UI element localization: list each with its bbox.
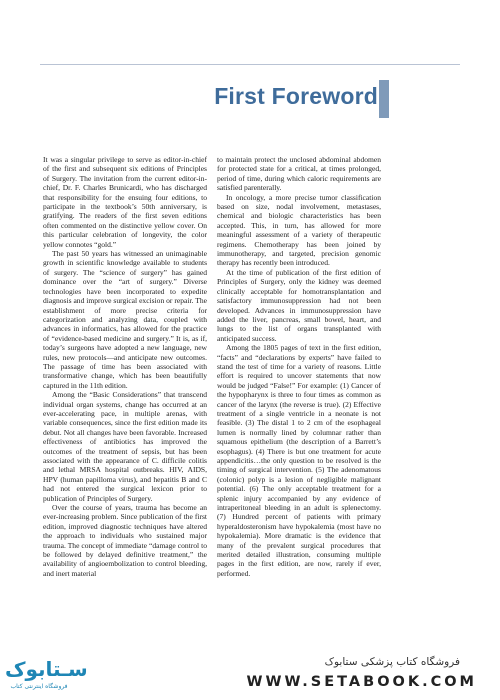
watermark-footer	[0, 650, 500, 700]
paragraph: Over the course of years, trauma has become an ever-increasing problem. Since publication of the first edition, improved diagnostic techniques have altered the approach to individuals who sustained major trauma. The concept of immediate “damage control to be followed by delayed definitive treatment,” the availability of angioembolization to control bleeding, and inert material	[43, 503, 207, 578]
logo-subtext: فروشگاه اینترنتی کتاب	[10, 683, 68, 690]
top-rule	[40, 64, 460, 65]
paragraph: Among the 1805 pages of text in the first edition, “facts” and “declarations by experts” have failed to stand the test of time for a variety of reasons. Little effort is required to uncover statements that now would be judged “False!” For example: (1) Cancer of the hypopharynx is three to four times as common as cancer of the larynx (the reverse is true). (2) Effective treatment of a single ventricle in a neonate is not feasible. (3) The distal 1 to 2 cm of the esophageal lumen is normally lined by columnar rather than squamous epithelium (the description of a Barrett’s esophagus). (4) There is but one treatment for acute appendicitis…the only question to be resolved is the timing of surgical intervention. (5) The adenomatous (colonic) polyp is a lesion of negligible malignant potential. (6) The only acceptable treatment for a splenic injury accompanied by any evidence of intraperitoneal bleeding in an adult is splenectomy. (7) Hundred percent of patients with primary hyperaldosteronism have hypokalemia (most have no hypokalemia). More dramatic is the evidence that many of the prevalent surgical procedures that merited detailed illustration, consuming multiple pages in the first edition, are now, rarely if ever, performed.	[217, 343, 381, 578]
paragraph: to maintain protect the unclosed abdominal abdomen for protected state for a critical, at times prolonged, period of time, during which caloric requirements are satisfied parenterally.	[217, 155, 381, 193]
paragraph: At the time of publication of the first edition of Principles of Surgery, only the kidney was deemed clinically acceptable for homotransplantation and satisfactory immunosuppression had not been developed. Advances in immunosuppression have added the liver, pancreas, small bowel, heart, and lungs to the list of organs transplanted with anticipated success.	[217, 267, 381, 343]
setabook-logo	[5, 656, 88, 696]
page-title: First Foreword	[214, 83, 378, 109]
paragraph: The past 50 years has witnessed an unimaginable growth in scientific knowledge available to students of surgery. The “science of surgery” has gained dominance over the “art of surgery.” Diverse technologies have been incorporated to expedite diagnosis and improve surgical excision or repair. The establishment of more precise criteria for categorization and analyzing data, coupled with advances in informatics, has allowed for the practice of “evidence-based medicine and surgery.” It is, as if, today’s surgeons have adopted a new language, new rules, new protocols—and anticipate new outcomes. The passage of time has been associated with transformative change, which has been beautifully captured in the 11th edition.	[43, 249, 207, 390]
site-url: WWW.SETABOOK.COM	[246, 674, 477, 690]
store-name: فروشگاه کتاب پزشکی ستابوک	[324, 656, 460, 668]
paragraph: In oncology, a more precise tumor classification based on size, nodal involvement, metastases, chemical and biologic characteristics has been accepted. This, in turn, has allowed for more meaningful assessment of a variety of therapeutic regimens. Chemotherapy has been joined by immunotherapy, and targeted, precision genomic therapy has recently been introduced.	[217, 192, 381, 268]
body-text	[43, 155, 389, 645]
paragraph: It was a singular privilege to serve as editor-in-chief of the first and subsequent six editions of Principles of Surgery. The invitation from the current editor-in-chief, Dr. F. Charles Brunicardi, who has discharged that responsibility for the ensuing four editions, to participate in the textbook’s 50th anniversary, is gratifying. The readers of the first seven editions often commented on the distinctive yellow cover. On this particular celebration of longevity, the color yellow connotes “gold.”	[43, 155, 207, 249]
left-column	[43, 155, 207, 578]
right-column	[217, 155, 381, 578]
logo-wordmark: سـتابوک	[5, 657, 88, 681]
title-accent-bar	[379, 80, 389, 118]
paragraph: Among the “Basic Considerations” that transcend individual organ systems, change has occurred at an ever-accelerating pace, in multiple arenas, with variable consequences, since the first edition made its debut. Not all changes have been favorable. Increased effectiveness of antibiotics has improved the outcomes of the treatment of sepsis, but has been associated with the appearance of C. difficile colitis and lethal MRSA hospital outbreaks. HIV, AIDS, HPV (human papilloma virus), and hepatitis B and C had not entered the surgical lexicon prior to publication of Principles of Surgery.	[43, 390, 207, 503]
